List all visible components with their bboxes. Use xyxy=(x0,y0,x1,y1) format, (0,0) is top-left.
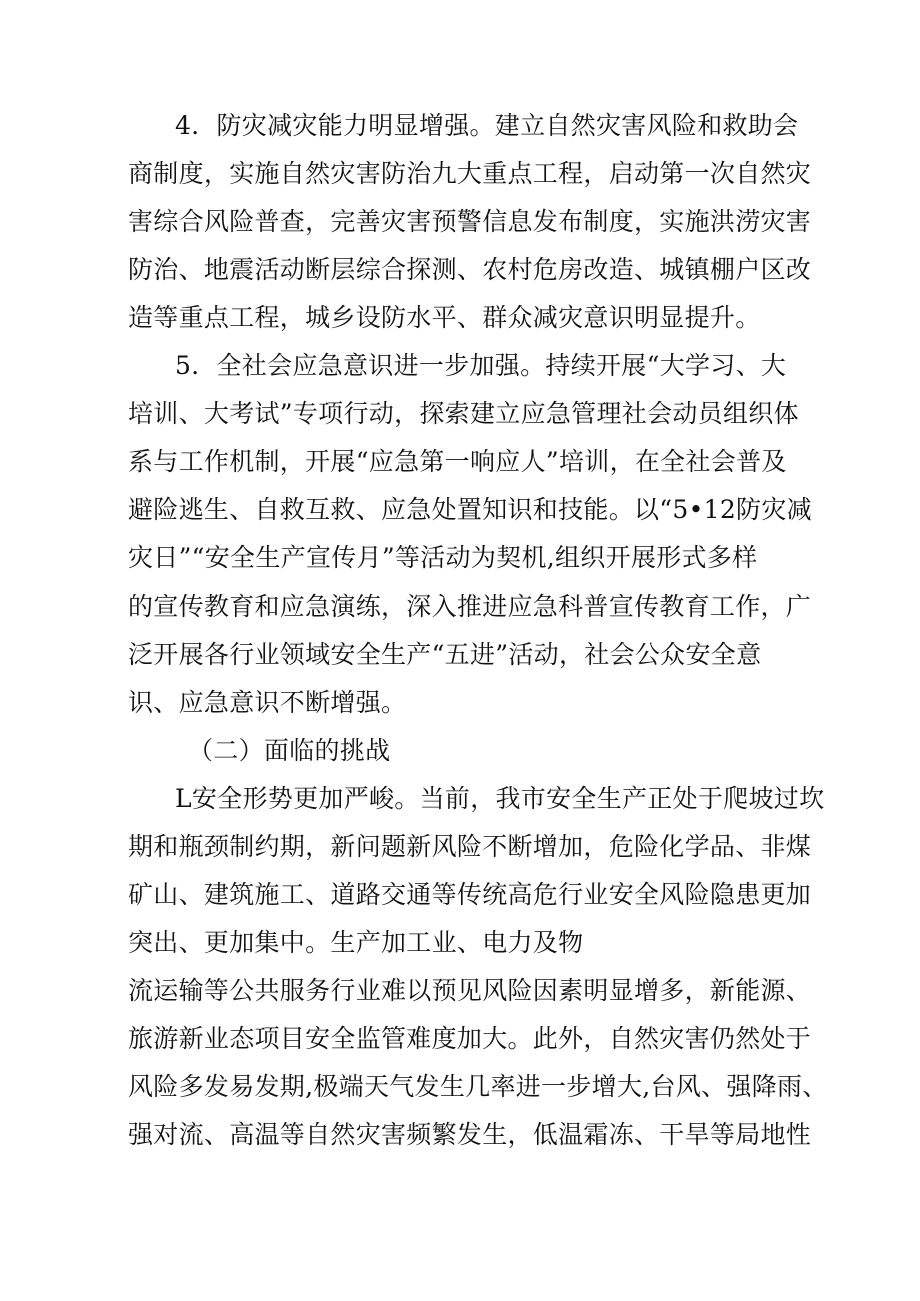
paragraph-line: 防治、地震活动断层综合探测、农村危房改造、城镇棚户区改 xyxy=(128,255,812,284)
paragraph-line: 矿山、建筑施工、道路交通等传统高危行业安全风险隐患更加 xyxy=(128,880,812,909)
paragraph-line: 的宣传教育和应急演练，深入推进应急科普宣传教育工作，广 xyxy=(128,592,812,621)
paragraph-line: 造等重点工程，城乡设防水平、群众减灾意识明显提升。 xyxy=(128,303,761,332)
section-heading: （二）面临的挑战 xyxy=(188,736,391,765)
paragraph-line: 害综合风险普查，完善灾害预警信息发布制度，实施洪涝灾害 xyxy=(128,207,812,236)
paragraph-line: 期和瓶颈制约期，新问题新风险不断增加，危险化学品、非煤 xyxy=(128,832,812,861)
paragraph-line: 流运输等公共服务行业难以预见风险因素明显增多，新能源、 xyxy=(128,976,812,1005)
paragraph-line: 灾日”“安全生产宣传月”等活动为契机,组织开展形式多样 xyxy=(128,543,758,572)
paragraph-line: 培训、大考试”专项行动，探索建立应急管理社会动员组织体 xyxy=(128,399,799,428)
paragraph-line: 系与工作机制，开展“应急第一响应人”培训，在全社会普及 xyxy=(128,447,787,476)
paragraph-line: L安全形势更加严峻。当前，我市安全生产正处于爬坡过坎 xyxy=(175,784,825,813)
paragraph-line: 避险逃生、自救互救、应急处置知识和技能。以“5•12防灾减 xyxy=(128,495,812,524)
paragraph-line: 旅游新业态项目安全监管难度加大。此外，自然灾害仍然处于 xyxy=(128,1024,812,1053)
paragraph-line: 强对流、高温等自然灾害频繁发生，低温霜冻、干旱等局地性 xyxy=(128,1120,812,1149)
paragraph-line: 识、应急意识不断增强。 xyxy=(128,688,407,717)
paragraph-line: 泛开展各行业领域安全生产“五进”活动，社会公众安全意 xyxy=(128,640,762,669)
paragraph-line: 风险多发易发期,极端天气发生几率进一步增大,台风、强降雨、 xyxy=(128,1072,828,1101)
paragraph-line: 商制度，实施自然灾害防治九大重点工程，启动第一次自然灾 xyxy=(128,159,812,188)
paragraph-line: 4．防灾减灾能力明显增强。建立自然灾害风险和救助会 xyxy=(175,111,799,140)
paragraph-line: 突出、更加集中。生产加工业、电力及物 xyxy=(128,928,584,957)
paragraph-line: 5．全社会应急意识进一步加强。持续开展“大学习、大 xyxy=(175,351,787,380)
